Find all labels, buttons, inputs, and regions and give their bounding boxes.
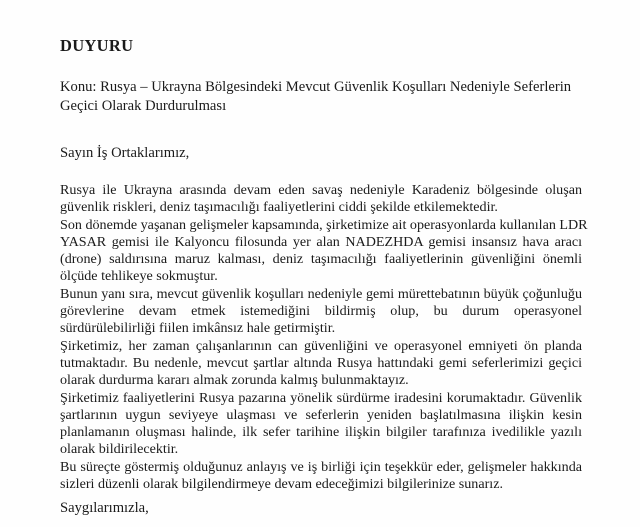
paragraph-line: YASAR gemisi ile Kalyoncu filosunda yer alan NADEZHDA gemisi insansız hava aracı bbox=[60, 233, 582, 250]
paragraph-line: tutmaktadır. Bu nedenle, mevcut şartlar altında Rusya hattındaki gemi seferlerimizi geçici bbox=[60, 354, 582, 371]
paragraph-line: Son dönemde yaşanan gelişmeler kapsamında, şirketimize ait operasyonlarda kullanılan LDR bbox=[60, 216, 588, 233]
paragraph-line: görevlerine devam etmek istemediğini bildirmiş olup, bu durum operasyonel bbox=[60, 303, 582, 320]
paragraph-6 bbox=[60, 459, 582, 494]
subject-line-2: Geçici Olarak Durdurulması bbox=[60, 97, 227, 114]
subject-line-1: Konu: Rusya – Ukrayna Bölgesindeki Mevcut Güvenlik Koşulları Nedeniyle Seferlerin bbox=[60, 79, 572, 95]
paragraph-line: olarak durdurma kararı almak zorunda kalmış bulunmaktayız. bbox=[60, 372, 409, 389]
paragraph-line: ölçüde tehlikeye sokmuştur. bbox=[60, 268, 218, 285]
paragraph-line: olarak bildirilecektir. bbox=[60, 441, 179, 458]
paragraph-1 bbox=[60, 182, 582, 217]
paragraph-line: sizleri düzenli olarak bilgilendirmeye devam edeceğimizi bilgilerinize sunarız. bbox=[60, 476, 503, 493]
announcement-body bbox=[60, 182, 588, 493]
paragraph-line: Şirketimiz faaliyetlerini Rusya pazarına yönelik sürdürme iradesini korumaktadır. Güvenlik bbox=[60, 389, 582, 406]
paragraph-line: sürdürülebilirliği fiilen imkânsız hale getirmiştir. bbox=[60, 320, 336, 337]
paragraph-5 bbox=[60, 390, 582, 459]
paragraph-line: Bunun yanı sıra, mevcut güvenlik koşulları nedeniyle gemi mürettebatının büyük çoğunluğu bbox=[60, 285, 582, 302]
paragraph-line: Şirketimiz, her zaman çalışanlarının can güvenliğini ve operasyonel emniyeti ön planda bbox=[60, 337, 582, 354]
paragraph-line: Rusya ile Ukrayna arasında devam eden savaş nedeniyle Karadeniz bölgesinde oluşan bbox=[60, 182, 582, 198]
greeting: Sayın İş Ortaklarımız, bbox=[60, 145, 190, 161]
closing: Saygılarımızla, bbox=[60, 500, 149, 516]
paragraph-4 bbox=[60, 338, 582, 390]
paragraph-line: şartlarının uygun seviyeye ulaşması ve seferlerin yeniden başlatılmasına ilişkin kesin bbox=[60, 406, 582, 423]
paragraph-3 bbox=[60, 286, 582, 338]
paragraph-line: (drone) saldırısına maruz kalması, deniz taşımacılığı faaliyetlerinin güvenliğini önemli bbox=[60, 251, 582, 268]
paragraph-2 bbox=[60, 216, 588, 286]
paragraph-line: güvenlik riskleri, deniz taşımacılığı faaliyetlerini ciddi şekilde etkilemektedir. bbox=[60, 199, 498, 216]
document-title: DUYURU bbox=[60, 36, 134, 55]
paragraph-line: planlamanın oluşması halinde, ilk sefer tarihine ilişkin bilgiler tarafınıza ivedilikle yazılı bbox=[60, 424, 582, 441]
subject-line bbox=[60, 78, 600, 115]
paragraph-line: Bu süreçte göstermiş olduğunuz anlayış ve iş birliği için teşekkür eder, gelişmeler hakkında bbox=[60, 458, 582, 475]
